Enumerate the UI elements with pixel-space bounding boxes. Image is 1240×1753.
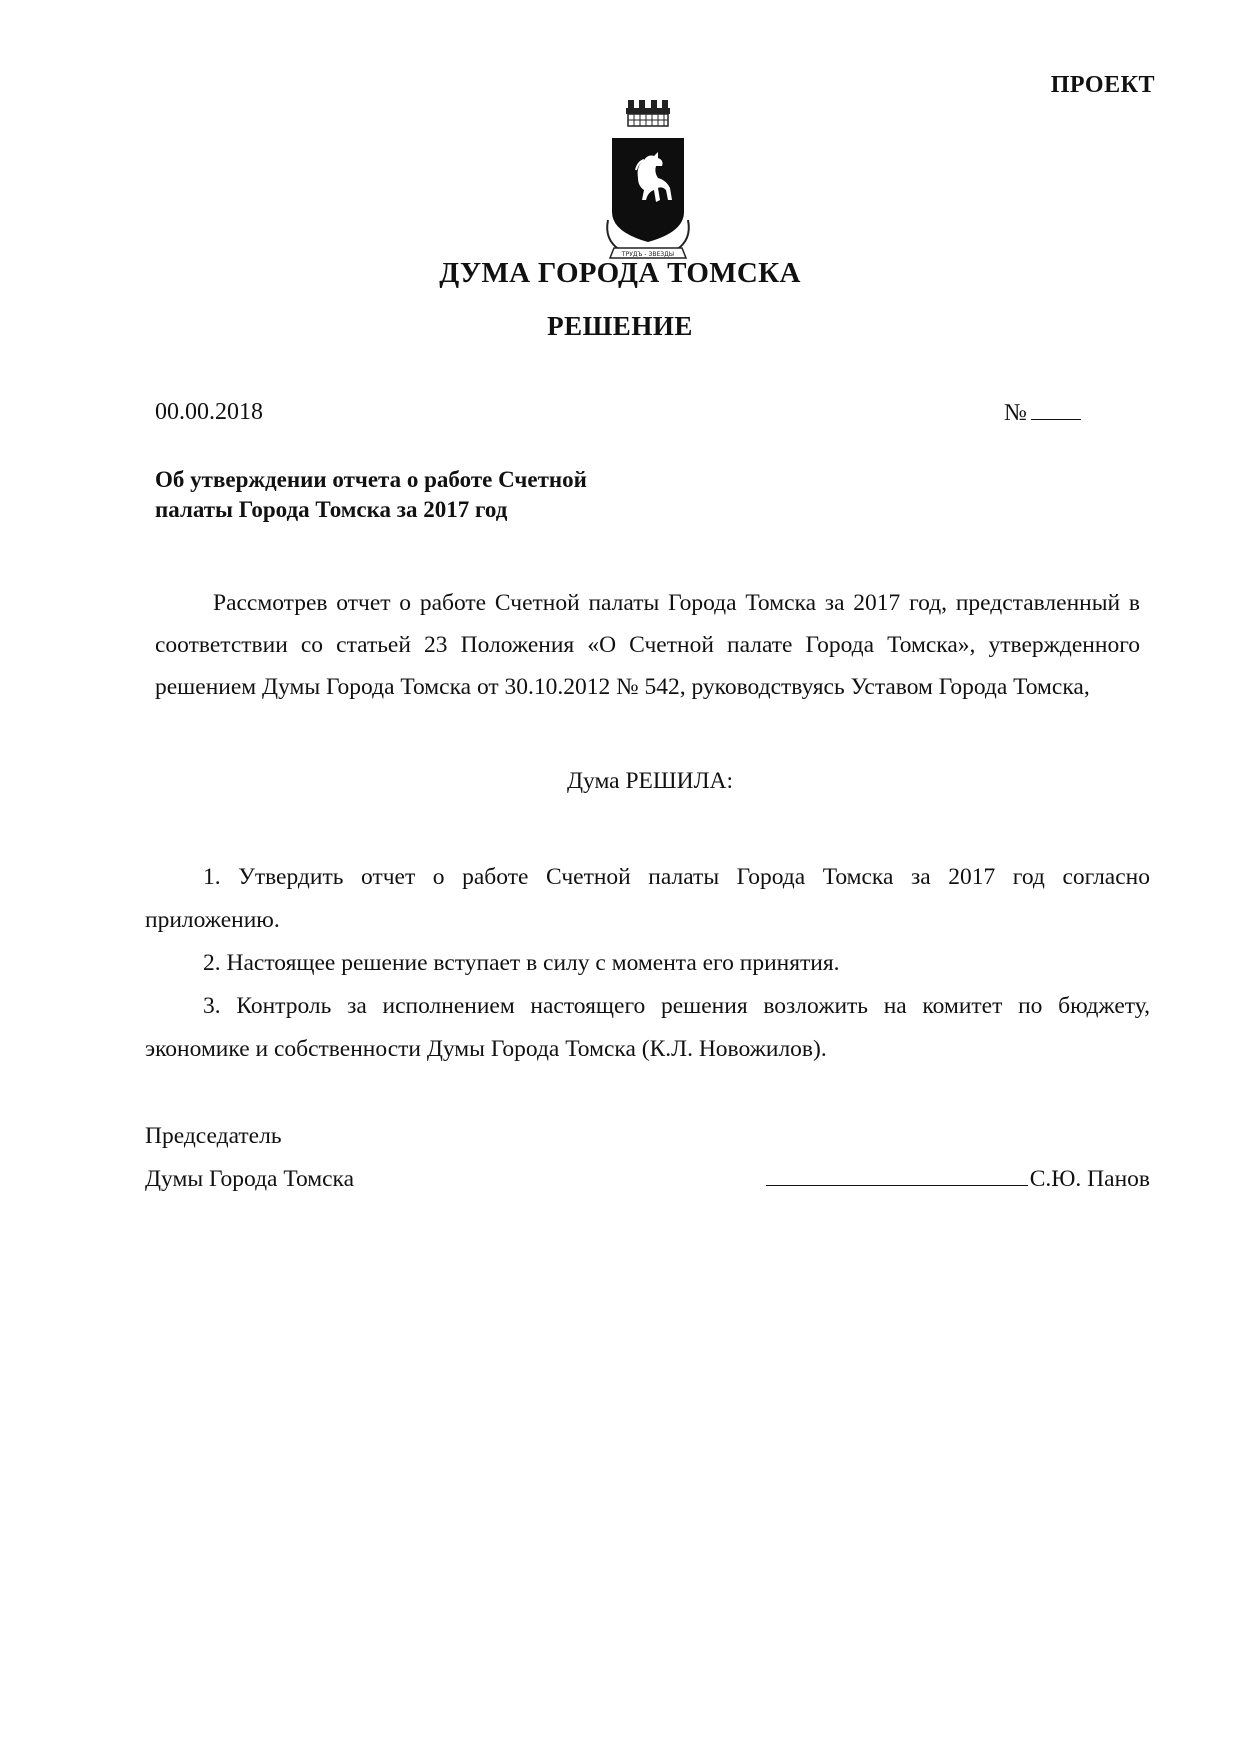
resolution-item: 2. Настоящее решение вступает в силу с момента его принятия.	[203, 950, 840, 976]
preamble: Рассмотрев отчет о работе Счетной палаты Города Томска за 2017 год, представленный в соответствии со статьей 23 Положения «О Счетной палате Города Томска», утвержденного решением Думы Города Томска от 30.10.2012 № 542, руководствуясь Уставом Города Томска,	[155, 590, 1140, 700]
doc-number	[1004, 399, 1081, 427]
doc-type: РЕШЕНИЕ	[547, 311, 693, 341]
doc-number-label: №	[1004, 400, 1027, 426]
resolution-item: 1. Утвердить отчет о работе Счетной палаты Города Томска за 2017 год согласно приложению.	[145, 864, 1150, 933]
resolution-item: 3. Контроль за исполнением настоящего решения возложить на комитет по бюджету, экономике и собственности Думы Города Томска (К.Л. Новожилов).	[145, 993, 1150, 1062]
signature-block	[145, 1115, 1150, 1201]
resolved-heading: Дума РЕШИЛА:	[566, 768, 734, 794]
resolution-items	[145, 856, 1150, 1071]
signature-position-line: Думы Города Томска	[145, 1166, 355, 1192]
tomsk-coat-of-arms-icon	[600, 100, 696, 268]
org-title: ДУМА ГОРОДА ТОМСКА	[439, 257, 801, 289]
signature-slot	[766, 1158, 1150, 1201]
doc-date: 00.00.2018	[155, 399, 263, 425]
draft-mark: ПРОЕКТ	[1050, 72, 1155, 98]
doc-subject	[155, 465, 715, 525]
emblem-ribbon-text: ТРУДЪ - ЗВЕЗДЫ	[621, 251, 675, 258]
signature-row	[145, 1158, 1150, 1201]
subject-line: Об утверждении отчета о работе Счетной	[155, 467, 587, 492]
signature-position-line: Председатель	[145, 1123, 282, 1149]
subject-line: палаты Города Томска за 2017 год	[155, 497, 508, 522]
crown-icon	[626, 100, 670, 126]
signatory-name: С.Ю. Панов	[1029, 1166, 1150, 1192]
doc-number-blank	[1031, 399, 1081, 420]
signature-line	[766, 1163, 1028, 1186]
